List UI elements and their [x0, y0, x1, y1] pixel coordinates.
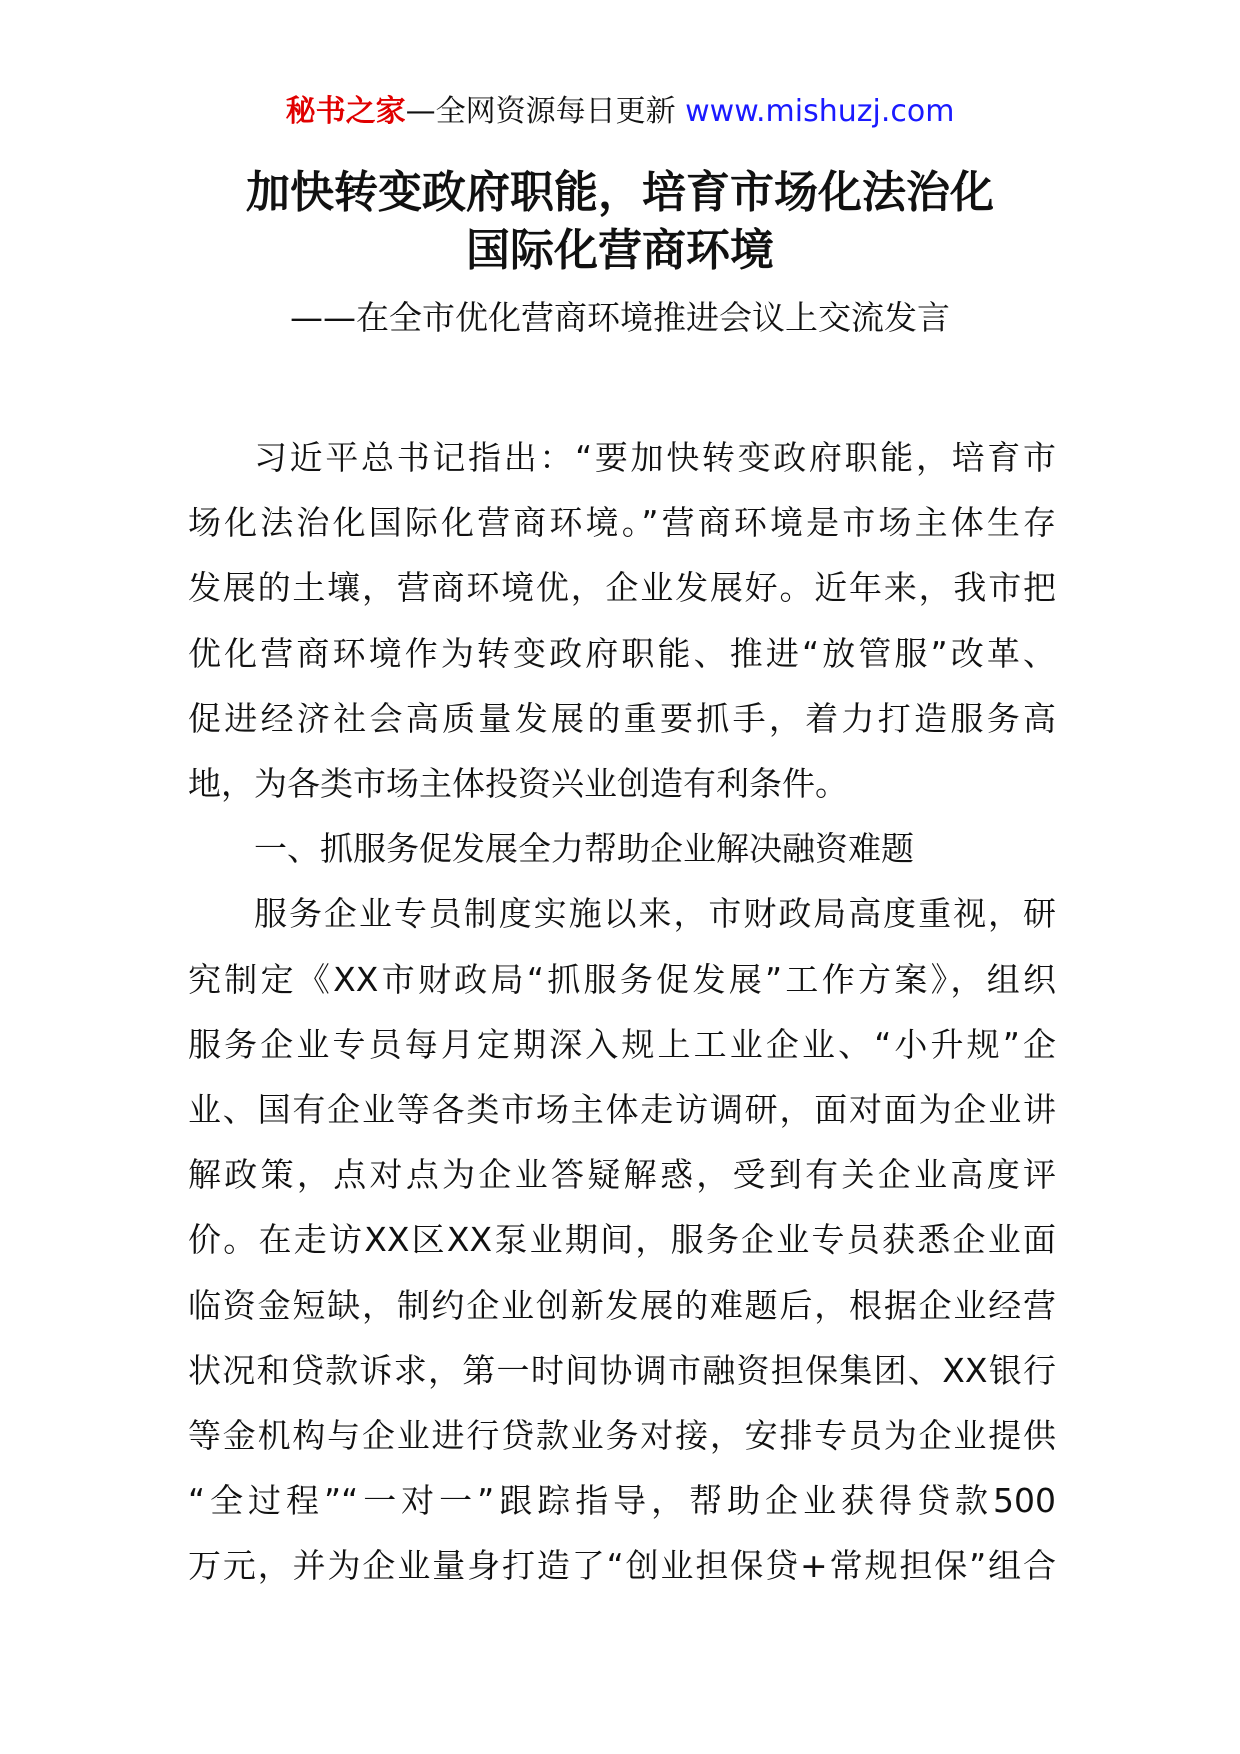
paragraph-line: 价。在走访XX区XX泵业期间，服务企业专员获悉企业面: [188, 1220, 1056, 1260]
paragraph-line: 等金机构与企业进行贷款业务对接，安排专员为企业提供: [188, 1416, 1056, 1456]
paragraph-line: 究制定《XX市财政局“抓服务促发展”工作方案》，组织: [188, 959, 1056, 999]
paragraph-line: 发展的土壤，营商环境优，企业发展好。近年来，我市把: [188, 568, 1056, 608]
paragraph-line: 促进经济社会高质量发展的重要抓手，着力打造服务高: [188, 698, 1056, 738]
paragraph-line: 业、国有企业等各类市场主体走访调研，面对面为企业讲: [188, 1090, 1056, 1130]
paragraph-line: 服务企业专员制度实施以来，市财政局高度重视，研: [254, 894, 1056, 934]
section-heading-text: 一、抓服务促发展全力帮助企业解决融资难题: [254, 829, 914, 869]
document-title: [0, 164, 1240, 280]
title-line-2: 国际化营商环境: [466, 225, 774, 276]
paragraph-line: 解政策，点对点为企业答疑解惑，受到有关企业高度评: [188, 1155, 1056, 1195]
paragraph-line: 服务企业专员每月定期深入规上工业企业、“小升规”企: [188, 1024, 1056, 1064]
paragraph-line: 优化营商环境作为转变政府职能、推进“放管服”改革、: [188, 633, 1056, 673]
document-body: [188, 425, 1056, 1599]
paragraph-service: [188, 881, 1056, 1598]
paragraph-intro: [188, 425, 1056, 816]
paragraph-line: 状况和贷款诉求，第一时间协调市融资担保集团、XX银行: [188, 1350, 1056, 1390]
paragraph-line: 临资金短缺，制约企业创新发展的难题后，根据企业经营: [188, 1285, 1056, 1325]
paragraph-line: 场化法治化国际化营商环境。”营商环境是市场主体生存: [188, 503, 1056, 543]
site-url-link[interactable]: www.mishuzj.com: [685, 94, 955, 129]
title-line-1: 加快转变政府职能，培育市场化法治化: [246, 167, 994, 218]
document-subtitle: ——在全市优化营商环境推进会议上交流发言: [290, 298, 950, 337]
section-heading-1: [188, 816, 1056, 881]
header-tagline: —全网资源每日更新: [405, 94, 676, 129]
paragraph-line: “全过程”“一对一”跟踪指导，帮助企业获得贷款500: [188, 1481, 1056, 1521]
paragraph-line: 万元，并为企业量身打造了“创业担保贷+常规担保”组合: [188, 1546, 1056, 1586]
brand-name: 秘书之家: [285, 94, 406, 129]
paragraph-line: 地，为各类市场主体投资兴业创造有利条件。: [188, 764, 848, 804]
paragraph-line: 习近平总书记指出：“要加快转变政府职能，培育市: [254, 438, 1056, 477]
site-header-banner: [0, 92, 1240, 132]
